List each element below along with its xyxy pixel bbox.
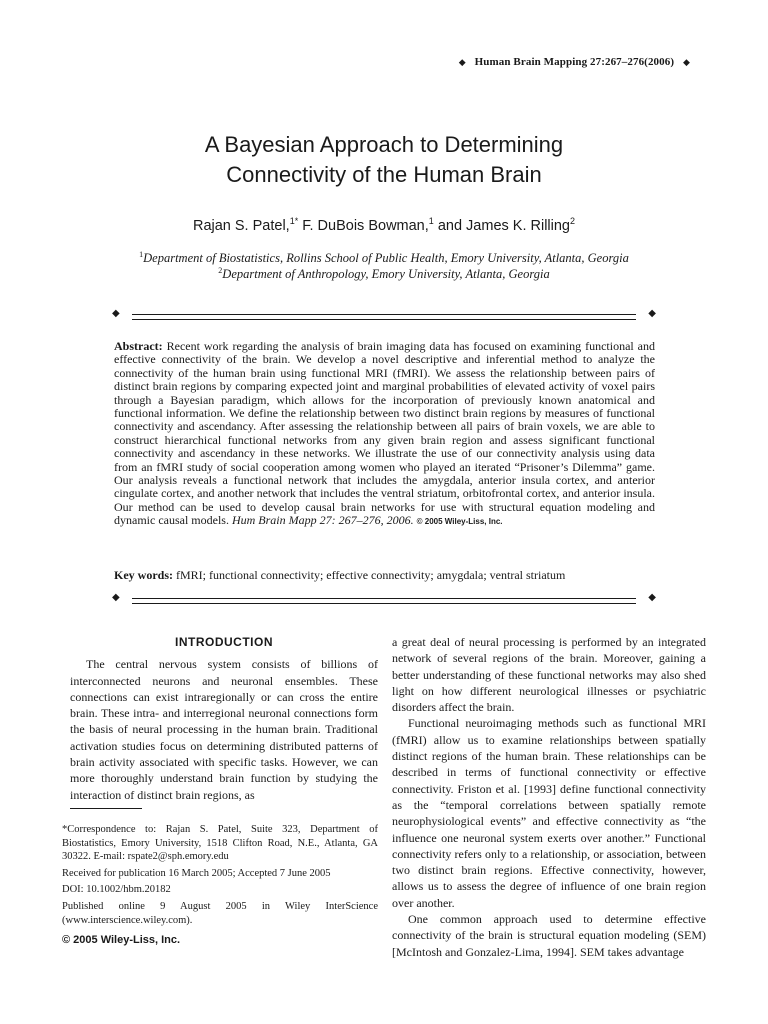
body-paragraph-1: a great deal of neural processing is performed by an integrated network of several regions of the brain. Moreover, gaining a better understanding of these functional networks may also shed light on how different neurological illnesses or psychiatric disorders affect the brain. bbox=[392, 635, 706, 715]
author-list bbox=[0, 216, 768, 234]
abstract-copyright: © 2005 Wiley-Liss, Inc. bbox=[416, 517, 503, 527]
diamond-icon: ◆ bbox=[682, 57, 690, 67]
journal-citation: Human Brain Mapping 27:267–276(2006) bbox=[474, 56, 675, 68]
body-paragraph-2: Functional neuroimaging methods such as functional MRI (fMRI) allow us to examine relationships between spatially distinct regions of the human brain. These relationships can be described in terms of functional connectivity or effective connectivity. Friston et al. [1993] define functional connectivity as the “temporal correlations between spatially remote neurophysiological events” and effective connectivity as “the influence one neuronal system exerts over another.” Functional connectivity refers only to a relationship, or association, between two distinct brain regions. Effective connectivity, however, allows us to assess the degree of influence of one brain region over another. bbox=[392, 716, 706, 910]
intro-paragraph-1: The central nervous system consists of billions of interconnected neurons and neuronal ensembles. These connections can exist intraregionally or can cross the entire brain. These intra- and interregional neuronal connections form the basis of neural processing in the human brain. Traditional activation studies focus on determining distributed patterns of brain activity associated with specific tasks. However, we can more thoroughly understand brain function by studying the interaction of distinct brain regions, as bbox=[70, 657, 378, 802]
diamond-icon: ◆ bbox=[458, 57, 466, 67]
doi-note: DOI: 10.1002/hbm.20182 bbox=[62, 884, 171, 896]
affiliation-1: $^1$Department of Biostatistics, Rollins School of Public Health, Emory University, Atlanta, Georgia bbox=[139, 250, 629, 266]
right-column bbox=[392, 634, 706, 960]
page-copyright: © 2005 Wiley-Liss, Inc. bbox=[62, 934, 181, 946]
body-paragraph-3: One common approach used to determine effective connectivity of the brain is structural equation modeling (SEM) [McIntosh and Gonzalez-Lima, 1994]. SEM takes advantage bbox=[392, 912, 706, 959]
running-head bbox=[453, 56, 696, 68]
author-2: F. DuBois Bowman, bbox=[302, 217, 429, 234]
correspondence-note: *Correspondence to: Rajan S. Patel, Suite 323, Department of Biostatistics, Emory University, 1518 Clifton Road, N.E., Atlanta, GA 30322. E-mail: rspate2@sph.emory.edu bbox=[62, 824, 378, 863]
footnotes bbox=[62, 823, 378, 930]
abstract-body: Recent work regarding the analysis of brain imaging data has focused on examining functional and effective connectivity of the brain. We develop a novel descriptive and inferential method to analyze the connectivity of the human brain using functional MRI (fMRI). We assess the relationship between pairs of distinct brain regions by comparing expected joint and marginal probabilities of elevated activity of voxel pairs through a Bayesian paradigm, which allows for the incorporation of previously known anatomical and functional information. We define the relationship between two distinct brain regions by measures of functional connectivity and ascendancy. After assessing the relationship between all pairs of brain voxels, we are able to construct hierarchical functional networks from any given brain region and assess significant functional connectivity and ascendancy in these networks. We illustrate the use of our connectivity analysis using data from an fMRI study of social cooperation among women who played an iterated “Prisoner’s Dilemma” game. Our analysis reveals a functional network that includes the amygdala, anterior insula cortex, and anterior cingulate cortex, and another network that includes the ventral striatum, orbitofrontal cortex, and anterior insula. Our method can be used to develop causal brain networks for use with structural equation modeling and dynamic causal models. bbox=[114, 339, 655, 528]
paper-title bbox=[0, 130, 768, 190]
diamond-icon: ◆ bbox=[112, 592, 120, 603]
author-3-sup: 2 bbox=[570, 216, 576, 226]
keywords bbox=[114, 568, 655, 583]
author-3: and James K. Rilling bbox=[437, 217, 570, 234]
section-heading-introduction: INTRODUCTION bbox=[175, 635, 273, 649]
footnote-divider bbox=[70, 808, 142, 809]
title-line-2: Connectivity of the Human Brain bbox=[226, 162, 542, 187]
published-note: Published online 9 August 2005 in Wiley InterScience (www.interscience.wiley.com). bbox=[62, 900, 378, 926]
author-1: Rajan S. Patel, bbox=[192, 217, 290, 234]
abstract-bottom-rule bbox=[112, 592, 656, 606]
author-1-sup: 1* bbox=[289, 216, 299, 226]
diamond-icon: ◆ bbox=[648, 592, 656, 603]
diamond-icon: ◆ bbox=[648, 308, 656, 319]
received-note: Received for publication 16 March 2005; Accepted 7 June 2005 bbox=[62, 867, 331, 879]
affiliation-2: $^2$Department of Anthropology, Emory University, Atlanta, Georgia bbox=[218, 266, 550, 282]
abstract-top-rule bbox=[112, 308, 656, 322]
author-2-sup: 1 bbox=[428, 216, 434, 226]
abstract bbox=[114, 340, 655, 529]
keywords-label: Key words: bbox=[114, 568, 173, 582]
diamond-icon: ◆ bbox=[112, 308, 120, 319]
left-column bbox=[70, 634, 378, 803]
title-line-1: A Bayesian Approach to Determining bbox=[204, 132, 564, 157]
keywords-text: fMRI; functional connectivity; effective connectivity; amygdala; ventral striatum bbox=[176, 568, 566, 582]
abstract-label: Abstract: bbox=[114, 339, 163, 353]
abstract-citation: Hum Brain Mapp 27: 267–276, 2006. bbox=[231, 513, 414, 528]
